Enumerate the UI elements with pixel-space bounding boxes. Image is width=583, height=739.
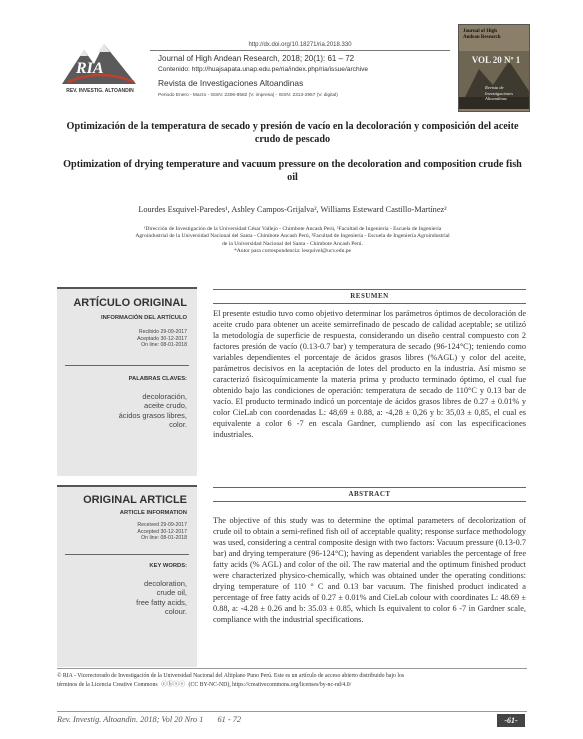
logo-caption: REV. INVESTIG. ALTOANDIN [66,88,134,94]
keyword: colour. [164,607,187,617]
date-received: Received 29-09-2017 [137,522,187,528]
sidebar-divider [65,554,189,555]
abstract-heading: ABSTRACT [348,490,391,498]
footer-citation [57,715,241,724]
keywords-heading: PALABRAS CLAVES: [128,375,187,382]
article-dates [57,329,197,349]
journal-cover-image [458,24,530,112]
date-online: On line: 08-01-2018 [141,342,187,348]
license-notice [57,673,527,689]
keywords-list [57,579,197,617]
license-link[interactable]: (CC BY-NC-ND), https://creativecommons.org/licenses/by-nc-nd/4.0/ [188,681,352,688]
footer-rule [57,668,527,669]
keyword: decoloration, [144,578,187,588]
date-received: Recibido 29-09-2017 [138,329,187,335]
creative-commons-icon: ⓒⓑⓢⓔ [161,680,186,688]
keyword: crude oil, [156,588,187,598]
cover-subtitle: Revista de Investigaciones Altoandinas [485,85,513,101]
date-accepted: Accepted 30-12-2017 [137,528,187,535]
sidebar-divider [65,365,189,366]
license-text: términos de la Licencia Creative Commons [57,681,158,688]
affiliation-line: de la Universidad Nacional del Santa - Chimbote Ancash Perú. [222,240,363,247]
cover-title: Journal of High Andean Research [463,29,501,40]
footer-journal-citation: Rev. Investig. Altoandin. 2018; Vol 20 Nro 1 [57,715,204,724]
abstract-rule-top [213,487,526,488]
article-info-sidebar-es [57,287,197,476]
author-list: Lourdes Esquivel-Paredes¹, Ashley Campos-Grijalva², Williams Esteward Castillo-Martínez² [138,205,447,214]
journal-header-rule [150,50,450,51]
keywords-heading: KEY WORDS: [149,562,187,569]
title-english: Optimization of drying temperature and vacuum pressure on the decoloration and composition crude fish oil [63,159,522,183]
keyword: free fatty acids, [136,597,187,607]
keyword: ácidos grasos libres, [118,410,187,420]
corresponding-author: *Autor para correspondencia: lesquivel@ucv.edu.pe [233,247,352,254]
affiliation-line: ¹Dirección de Investigación de la Universidad César Vallejo - Chimbote Ancash Perú, ²Facultad de Ingeniería - Escuela de Ingeniería [143,226,442,232]
keyword: aceite crudo, [144,401,187,411]
journal-name-es: Revista de Investigaciones Altoandinas [158,78,304,88]
title-spanish: Optimización de la temperatura de secado y presión de vacío en la decoloración y composición del aceite crudo de pescado [66,121,519,145]
keyword: decoloración, [142,391,187,401]
article-info-heading: INFORMACIÓN DEL ARTÍCULO [101,315,187,321]
license-line-1: © RIA - Vicerectorado de Investigación de la Universidad Nacional del Altiplano Puno Perú. Este es un artículo de acceso abierto distribuido bajo los [57,673,405,679]
journal-contents-link[interactable]: Contenido: http://huajsapata.unap.edu.pe/ria/index.php/ria/issue/archive [158,66,369,73]
cover-volume: VOL 20 Nº 1 [471,55,521,65]
keyword: color. [169,420,187,430]
page-number-badge: -61- [497,714,525,727]
date-accepted: Aceptado 30-12-2017 [137,335,187,342]
resumen-rule-bottom [213,303,526,304]
footer-pages: 61 - 72 [217,715,241,724]
abstract-rule-bottom [213,501,526,502]
resumen-rule-top [213,289,526,290]
doi-line: http://dx.doi.org/10.18271/ria.2018.330 [248,42,352,48]
article-type-heading: ARTÍCULO ORIGINAL [73,297,187,309]
resumen-heading: RESUMEN [350,292,389,300]
affiliations [60,226,525,255]
journal-citation: Journal of High Andean Research, 2018; 20(1): 61 – 72 [158,54,355,63]
keywords-list [57,392,197,430]
article-info-sidebar-en [57,485,197,667]
article-info-heading: ARTICLE INFORMATION [119,510,187,516]
article-dates [57,522,197,542]
license-line-2 [57,681,527,690]
affiliation-line: Agroindustrial de la Universidad Nacional del Santa - Chimbote Ancash Perú, ³Facultad de Ingeniería - Escuela de Ingeniería Agroindustrial [135,233,450,240]
journal-issn: Periodo Enero - Marzo - ISSN: 2306-8582 (V. impresa) - ISSN: 2313-2957 (V. digital) [158,93,338,98]
article-type-heading: ORIGINAL ARTICLE [83,494,187,506]
resumen-text: El presente estudio tuvo como objetivo determinar los parámetros óptimos de decoloración de aceite crudo para obtener un aceite semirrefinado de pescado de calidad aceptable; se utilizó la metodología de superficie de respuesta, considerando un diseño central compuesto con 2 factores presión de vacío (0.13-0.7 bar) y temperatura de secado (96-124°C); teniendo como variables dependientes el porcentaje de ácidos grasos libres (%AGL) y color del aceite, parámetros decisivos en la aceptación de lotes del producto en la industria. Así mismo se caracterizó fisicoquímicamente la materia prima y producto terminado óptimo, el cual fue obtenido bajo las condiciones de operación: temperatura de secado de 110°C y 0.13 bar de vacío. El producto terminado indicó un porcentaje de ácidos grasos libres de 0.27 ± 0.01% y color CieLab con coordenadas L: 48,69 ± 0.88, a: -4,28 ± 0,26 y b: 35,03 ± 0,85, el cual es equivalente a color 6 -7 en escala Gardner, cumpliendo así con las especificaciones industriales. [213,309,526,439]
footer-bottom-rule [57,711,527,712]
date-online: On line: 08-01-2018 [141,535,187,541]
journal-logo [60,38,138,100]
logo-text: RIA [76,60,104,77]
abstract-text: The objective of this study was to determine the optimal parameters of decolorization of crude oil to obtain a semi-refined fish oil of acceptable quality; response surface methodology was used, considering a central composite design with two factors: Vacuum pressure (0.13-0.7 bar) and drying temperature (96-124°C); having as dependent variables the percentage of free fatty acids (% AGL) and color of the oil. The raw material and the optimum finished product were characterized physico-chemically, which was obtained under the operating conditions: drying temperature of 110 ° C and 0.13 bar vacuum. The finished product indicated a percentage of free fatty acids of 0.27 ± 0.01% and CieLab colour with coordinates L: 48.69 ± 0.88, a: -4.28 ± 0.26 and b: 35.03 ± 0.85, which Is equivalent to color 6 -7 in Gardner scale, compliance with the industrial specifications. [213,516,526,624]
